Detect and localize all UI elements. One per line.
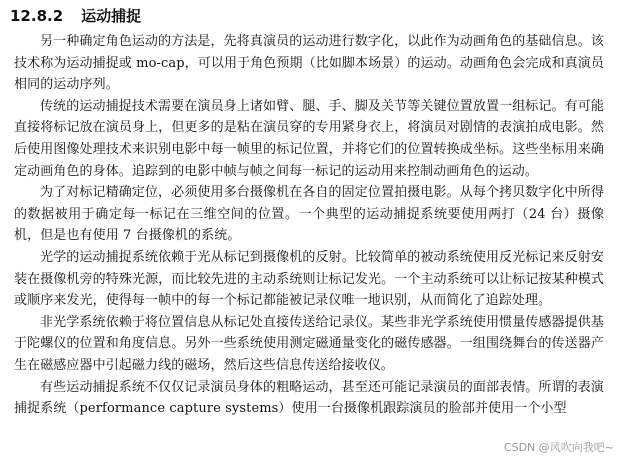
paragraph-traditional-markers: 传统的运动捕捉技术需要在演员身上诸如臂、腿、手、脚及关节等关键位置放置一组标记。有可能直接将标记放在演员身上，但更多的是粘在演员穿的专用紧身衣上，将演员对剧情的表演拍成电影。然后使用图像处理技术来识别电影中每一帧里的标记位置，并将它们的位置转换成坐标。这些坐标用来确定动画角色的身体。追踪到的电影中帧与帧之间每一标记的运动用来控制动画角色的运动。 (14, 98, 604, 179)
paragraph-performance-capture: 有些运动捕捉系统不仅仅记录演员身体的粗略运动，甚至还可能记录演员的面部表情。所谓的表演捕捉系统（performance capture systems）使用一台摄像机跟踪演员的脸部并使用一个小型 (14, 379, 604, 417)
section-heading (10, 5, 604, 27)
paragraph-intro: 另一种确定角色运动的方法是，先将真演员的运动进行数字化，以此作为动画角色的基础信息。该技术称为运动捕捉或 mo-cap，可以用于角色预期（比如脚本场景）的运动。动画角色会完成和真演员相同的运动序列。 (14, 34, 604, 93)
paragraph-optical-systems: 光学的运动捕捉系统依赖于光从标记到摄像机的反射。比较简单的被动系统使用反光标记来反射安装在摄像机旁的特殊光源，而比较先进的主动系统则让标记发光。一个主动系统可以让标记按某种模式或顺序来发光，使得每一帧中的每一个标记都能被记录仪唯一地识别，从而简化了追踪处理。 (14, 249, 604, 309)
paragraph-non-optical-systems: 非光学系统依赖于将位置信息从标记处直接传送给记录仪。某些非光学系统使用惯量传感器提供基于陀螺仪的位置和角度信息。另外一些系统使用测定磁通量变化的磁传感器。一组围绕舞台的传送器产生在磁感应器中引起磁力线的磁场，然后这些信息传送给接收仪。 (14, 314, 604, 373)
section-number: 12.8.2 (10, 7, 64, 25)
csdn-watermark: CSDN @风吹向我吧~ (503, 441, 614, 454)
paragraph-camera-setup: 为了对标记精确定位，必须使用多台摄像机在各自的固定位置拍摄电影。从每个拷贝数字化中所得的数据被用于确定每一标记在三维空间的位置。一个典型的运动捕捉系统要使用两打（24 台）摄像机，但是也有使用 7 台摄像机的系统。 (14, 185, 604, 244)
section-title: 运动捕捉 (81, 7, 142, 25)
